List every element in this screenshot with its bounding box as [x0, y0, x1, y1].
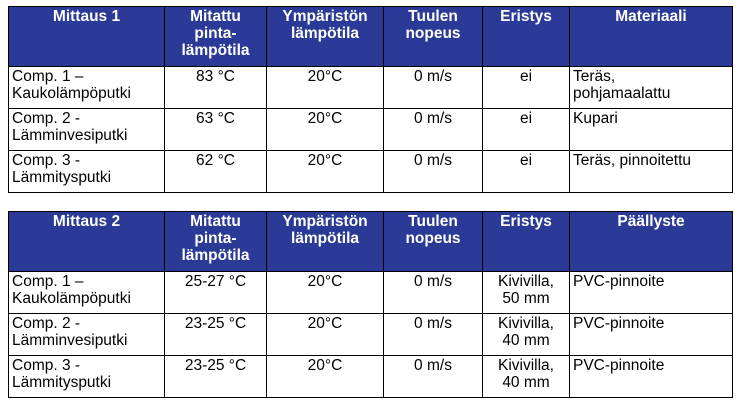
cell-ambient-temp: 20°C — [267, 314, 384, 356]
table-row — [9, 67, 733, 109]
cell-ambient-temp: 20°C — [267, 272, 384, 314]
measurement-1-table — [8, 6, 733, 193]
cell-component: Comp. 1 – Kaukolämpöputki — [9, 272, 165, 314]
cell-coating: PVC-pinnoite — [570, 356, 733, 398]
cell-surface-temp: 83 °C — [165, 67, 267, 109]
cell-ambient-temp: 20°C — [267, 67, 384, 109]
header-material: Materiaali — [570, 7, 733, 67]
header-ambient-temp: Ympäristön lämpötila — [267, 212, 384, 272]
cell-surface-temp: 25-27 °C — [165, 272, 267, 314]
cell-surface-temp: 23-25 °C — [165, 314, 267, 356]
cell-material: Kupari — [570, 109, 733, 151]
table-row — [9, 272, 733, 314]
cell-component: Comp. 3 - Lämmitysputki — [9, 356, 165, 398]
table-row — [9, 356, 733, 398]
header-measurement: Mittaus 1 — [9, 7, 165, 67]
header-insulation: Eristys — [483, 212, 570, 272]
cell-ambient-temp: 20°C — [267, 109, 384, 151]
cell-ambient-temp: 20°C — [267, 356, 384, 398]
cell-surface-temp: 63 °C — [165, 109, 267, 151]
cell-insulation: ei — [483, 67, 570, 109]
table-header-row — [9, 212, 733, 272]
cell-component: Comp. 1 – Kaukolämpöputki — [9, 67, 165, 109]
cell-wind-speed: 0 m/s — [384, 67, 483, 109]
table-row — [9, 109, 733, 151]
header-surface-temp: Mitattu pinta- lämpötila — [165, 212, 267, 272]
cell-wind-speed: 0 m/s — [384, 272, 483, 314]
cell-ambient-temp: 20°C — [267, 151, 384, 193]
cell-component: Comp. 2 - Lämminvesiputki — [9, 314, 165, 356]
cell-insulation: Kivivilla, 50 mm — [483, 272, 570, 314]
cell-insulation: Kivivilla, 40 mm — [483, 314, 570, 356]
cell-component: Comp. 2 - Lämminvesiputki — [9, 109, 165, 151]
header-surface-temp: Mitattu pinta- lämpötila — [165, 7, 267, 67]
header-measurement: Mittaus 2 — [9, 212, 165, 272]
cell-wind-speed: 0 m/s — [384, 151, 483, 193]
table-row — [9, 314, 733, 356]
header-ambient-temp: Ympäristön lämpötila — [267, 7, 384, 67]
header-wind-speed: Tuulen nopeus — [384, 7, 483, 67]
header-wind-speed: Tuulen nopeus — [384, 212, 483, 272]
header-coating: Päällyste — [570, 212, 733, 272]
cell-material: Teräs, pohjamaalattu — [570, 67, 733, 109]
table-header-row — [9, 7, 733, 67]
cell-insulation: ei — [483, 109, 570, 151]
cell-coating: PVC-pinnoite — [570, 314, 733, 356]
cell-coating: PVC-pinnoite — [570, 272, 733, 314]
cell-component: Comp. 3 - Lämmitysputki — [9, 151, 165, 193]
cell-surface-temp: 23-25 °C — [165, 356, 267, 398]
cell-insulation: ei — [483, 151, 570, 193]
cell-wind-speed: 0 m/s — [384, 314, 483, 356]
cell-material: Teräs, pinnoitettu — [570, 151, 733, 193]
cell-surface-temp: 62 °C — [165, 151, 267, 193]
header-insulation: Eristys — [483, 7, 570, 67]
table-row — [9, 151, 733, 193]
cell-wind-speed: 0 m/s — [384, 356, 483, 398]
cell-insulation: Kivivilla, 40 mm — [483, 356, 570, 398]
cell-wind-speed: 0 m/s — [384, 109, 483, 151]
measurement-2-table — [8, 211, 733, 398]
